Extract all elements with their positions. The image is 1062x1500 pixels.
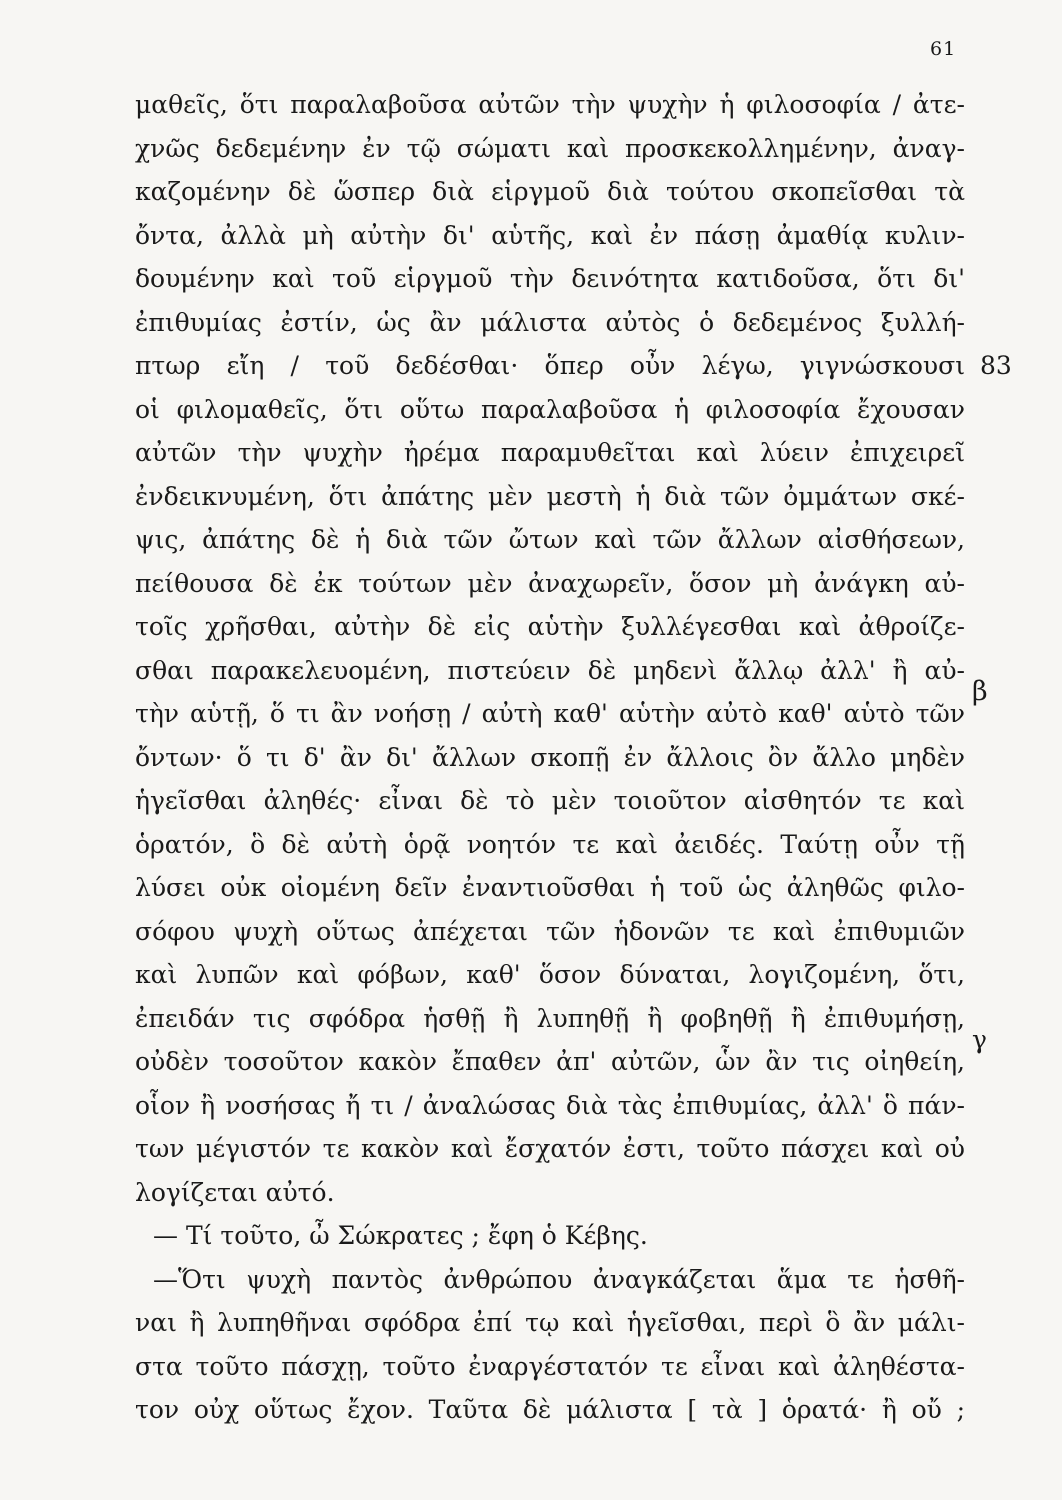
body-text [135, 83, 965, 1432]
text-line: καζομένην δὲ ὥσπερ διὰ εἱργμοῦ διὰ τούτου σκοπεῖσθαι τὰ [135, 177, 965, 206]
text-line: — Τί τοῦτο, ὦ Σώκρατες ; ἔφη ὁ Κέβης. [153, 1221, 648, 1250]
text-line: λύσει οὐκ οἰομένη δεῖν ἐναντιοῦσθαι ἡ τοῦ ὡς ἀληθῶς φιλο- [135, 873, 965, 902]
text-line: —Ὅτι ψυχὴ παντὸς ἀνθρώπου ἀναγκάζεται ἅμα τε ἡσθῆ- [153, 1264, 965, 1294]
margin-note-beta: β [972, 676, 988, 707]
text-line: τον οὐχ οὕτως ἔχον. Ταῦτα δὲ μάλιστα [ τὰ ] ὁρατά· ἢ οὔ ; [135, 1395, 965, 1424]
text-line: καὶ λυπῶν καὶ φόβων, καθ' ὅσον δύναται, λογιζομένη, ὅτι, [135, 960, 965, 989]
text-line: τὴν αὑτῇ, ὅ τι ἂν νοήσῃ / αὐτὴ καθ' αὑτὴν αὐτὸ καθ' αὑτὸ τῶν [135, 699, 965, 728]
text-line: ψις, ἀπάτης δὲ ἡ διὰ τῶν ὤτων καὶ τῶν ἄλλων αἰσθήσεων, [135, 525, 965, 554]
text-line: δουμένην καὶ τοῦ εἱργμοῦ τὴν δεινότητα κατιδοῦσα, ὅτι δι' [135, 264, 965, 293]
page-number: 61 [930, 38, 957, 60]
text-line: οἷον ἢ νοσήσας ἤ τι / ἀναλώσας διὰ τὰς ἐπιθυμίας, ἀλλ' ὃ πάν- [135, 1090, 965, 1120]
text-line: ἡγεῖσθαι ἀληθές· εἶναι δὲ τὸ μὲν τοιοῦτον αἰσθητόν τε καὶ [135, 786, 965, 815]
text-line: ἐπειδάν τις σφόδρα ἡσθῇ ἢ λυπηθῇ ἢ φοβηθῇ ἢ ἐπιθυμήσῃ, [135, 1003, 965, 1033]
text-line: των μέγιστόν τε κακὸν καὶ ἔσχατόν ἐστι, τοῦτο πάσχει καὶ οὐ [135, 1134, 965, 1163]
text-line: τοῖς χρῆσθαι, αὐτὴν δὲ εἰς αὑτὴν ξυλλέγεσθαι καὶ ἀθροίζε- [135, 612, 965, 641]
text-line: στα τοῦτο πάσχῃ, τοῦτο ἐναργέστατόν τε εἶναι καὶ ἀληθέστα- [135, 1351, 965, 1381]
text-line: ἐπιθυμίας ἐστίν, ὡς ἂν μάλιστα αὐτὸς ὁ δεδεμένος ξυλλή- [135, 307, 965, 337]
text-line: ὄντα, ἀλλὰ μὴ αὐτὴν δι' αὑτῆς, καὶ ἐν πάσῃ ἀμαθίᾳ κυλιν- [135, 220, 965, 250]
text-line: οὐδὲν τοσοῦτον κακὸν ἔπαθεν ἀπ' αὐτῶν, ὧν ἂν τις οἰηθείη, [135, 1047, 965, 1076]
text-line: λογίζεται αὐτό. [135, 1177, 335, 1207]
text-line: χνῶς δεδεμένην ἐν τῷ σώματι καὶ προσκεκολλημένην, ἀναγ- [135, 133, 965, 163]
text-line: ὄντων· ὅ τι δ' ἂν δι' ἄλλων σκοπῇ ἐν ἄλλοις ὂν ἄλλο μηδὲν [135, 742, 965, 772]
text-line: σόφου ψυχὴ οὕτως ἀπέχεται τῶν ἡδονῶν τε καὶ ἐπιθυμιῶν [135, 916, 965, 946]
text-line: πτωρ εἴη / τοῦ δεδέσθαι· ὅπερ οὖν λέγω, γιγνώσκουσι [135, 351, 965, 380]
text-line: αὐτῶν τὴν ψυχὴν ἠρέμα παραμυθεῖται καὶ λύειν ἐπιχειρεῖ [135, 438, 965, 467]
text-line: μαθεῖς, ὅτι παραλαβοῦσα αὐτῶν τὴν ψυχὴν ἡ φιλοσοφία / ἀτε- [135, 90, 965, 119]
text-line: οἱ φιλομαθεῖς, ὅτι οὕτω παραλαβοῦσα ἡ φιλοσοφία ἔχουσαν [135, 394, 965, 424]
margin-note-83: 83 [980, 351, 1012, 380]
text-line: ναι ἢ λυπηθῆναι σφόδρα ἐπί τῳ καὶ ἡγεῖσθαι, περὶ ὃ ἂν μάλι- [135, 1308, 965, 1337]
text-line: πείθουσα δὲ ἐκ τούτων μὲν ἀναχωρεῖν, ὅσον μὴ ἀνάγκη αὐ- [135, 568, 965, 598]
margin-note-gamma: γ [972, 1025, 987, 1054]
text-line: σθαι παρακελευομένη, πιστεύειν δὲ μηδενὶ ἄλλῳ ἀλλ' ἢ αὐ- [135, 655, 965, 685]
text-line: ἐνδεικνυμένη, ὅτι ἀπάτης μὲν μεστὴ ἡ διὰ τῶν ὀμμάτων σκέ- [135, 481, 965, 511]
text-line: ὁρατόν, ὃ δὲ αὐτὴ ὁρᾷ νοητόν τε καὶ ἀειδές. Ταύτῃ οὖν τῇ [135, 829, 965, 859]
